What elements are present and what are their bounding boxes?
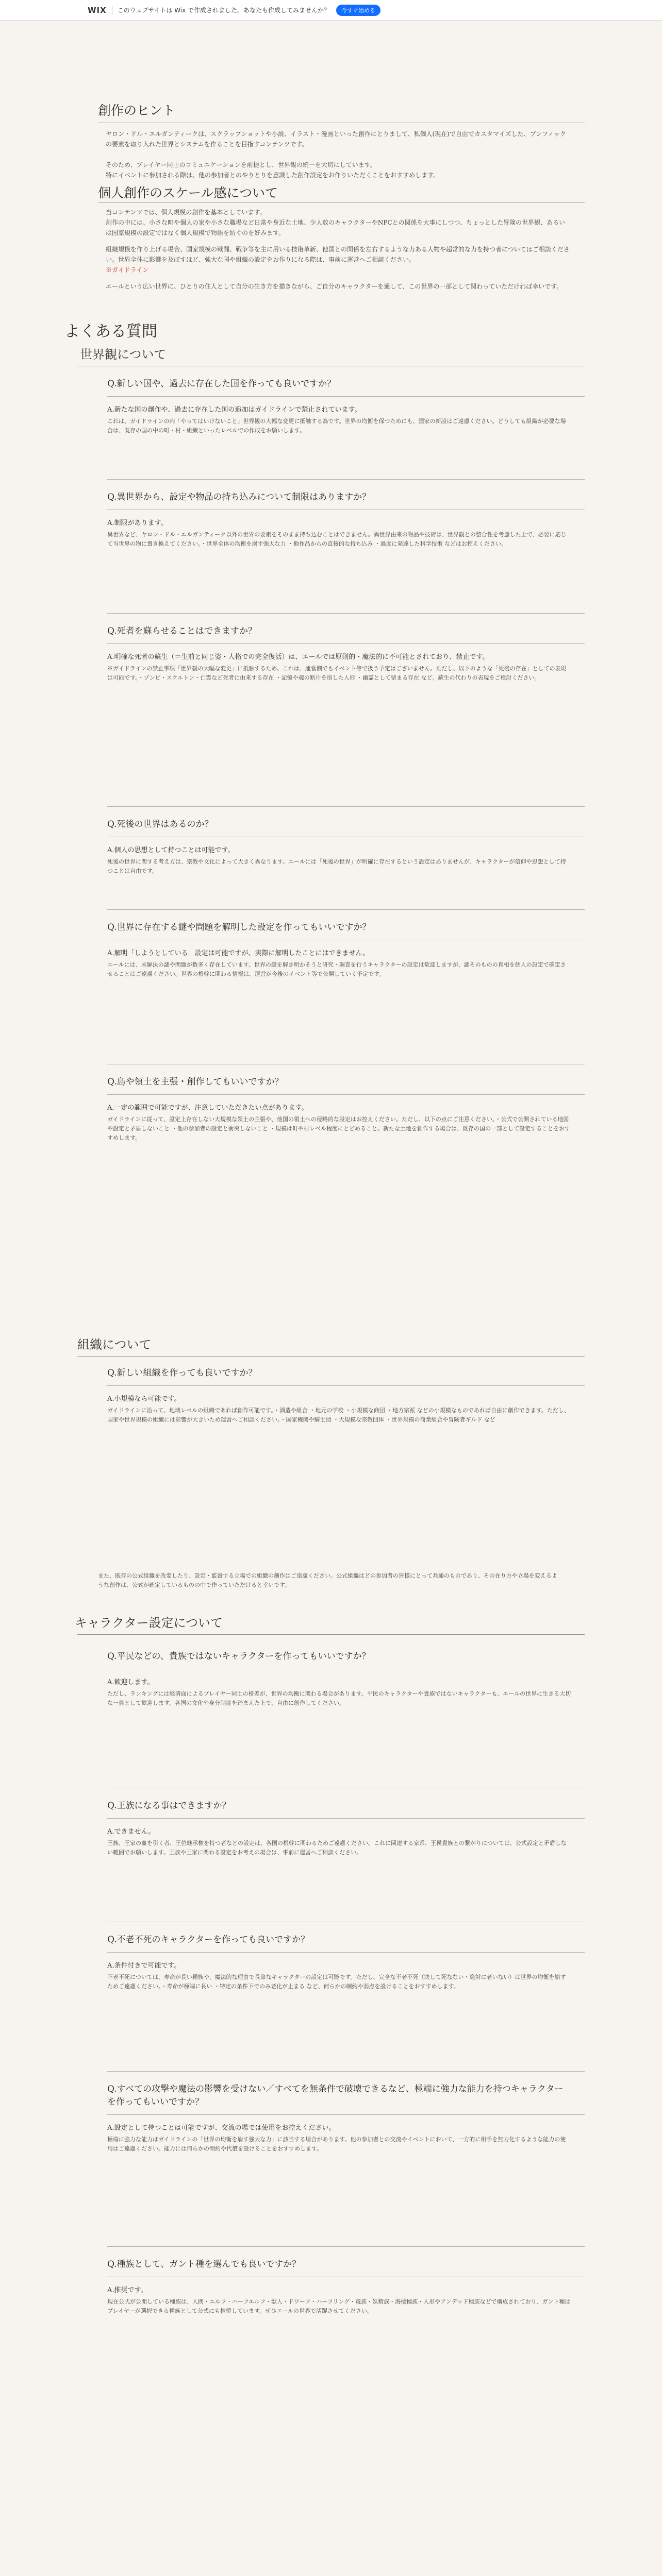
faq-item xyxy=(107,920,571,979)
faq-question: Q.死後の世界はあるのか？ xyxy=(107,819,213,829)
faq-question: Q.世界に存在する謎や問題を解明した設定を作ってもいいですか？ xyxy=(107,922,371,933)
faq-answer-body: 異世界など、ヤロン・ドル・エルガンティーク以外の世界の要素をそのまま持ち込むことはできません。異世界由来の物品や技術は、世界観との整合性を考慮した上で、必要に応じて当世界の物に置き換えてください。・世界全体の均衡を崩す強大な力 ・他作品からの直接的な持ち込み ・過度に発達した科学技術 などはお控えください。 xyxy=(107,531,567,547)
faq-question-divider xyxy=(107,1385,585,1386)
world-section-title: 世界観について xyxy=(80,347,167,362)
faq-answer-lead: A.できません。 xyxy=(107,1828,155,1836)
faq-answer-lead: A.新たな国の創作や、過去に存在した国の追加はガイドラインで禁止されています。 xyxy=(107,406,361,414)
faq-answer-lead: A.個人の思想として持つことは可能です。 xyxy=(107,846,235,854)
scale-paragraph-3: 組織規模を作り上げる場合、国家規模の戦闘、戦争等を主に用いる技術革新、他国との関係を左右するような力ある人物や超常的な力を持つ者についてはご相談ください。世界全体に影響を及ぼすほど、強大な国や組織の設定をお作りになる際は、事前に運営へご相談ください。 xyxy=(106,246,570,263)
faq-answer-lead: A.条件付きで可能です。 xyxy=(107,1962,181,1970)
hints-paragraph-2: そのため、プレイヤー同士のコミュニケーションを前提とし、世界観の統一を大切にしています。 xyxy=(106,161,376,168)
faq-answer-lead: A.制限があります。 xyxy=(107,519,168,527)
wix-banner xyxy=(0,0,662,21)
faq-separator xyxy=(107,2071,585,2072)
faq-item xyxy=(107,1074,571,1143)
faq-question: Q.すべての攻撃や魔法の影響を受けない／すべてを無条件で破壊できるなど、極端に強力な能力を持つキャラクターを作ってもいいですか？ xyxy=(107,2084,564,2107)
faq-separator xyxy=(107,909,585,910)
scale-paragraph-1: 当コンテンツでは、個人規模の創作を基本としています。 xyxy=(106,209,266,216)
hints-title: 創作のヒント xyxy=(98,103,176,118)
wix-logo: WIX xyxy=(88,5,107,15)
faq-item xyxy=(107,2081,571,2154)
faq-separator xyxy=(107,2246,585,2247)
faq-answer-lead: A.解明「しようとしている」設定は可能ですが、実際に解明したことにはできません。 xyxy=(107,950,370,957)
faq-answer-body: ただし、ランキングには経済面によるプレイヤー同士の格差が、世界の均衡に関わる場合があります。平民のキャラクターや貴族ではないキャラクターも、エールの世界に生きる大切な一員として歓迎します。各国の文化や身分制度を踏まえた上で、自由に創作してください。 xyxy=(107,1690,571,1706)
faq-answer-body: ※ガイドラインの禁止事項「世界観の大幅な変更」に抵触するため。これは、運営側でもイベント等で扱う予定はございません。ただし、以下のような「死後の存在」としての表現は可能です。・ゾンビ・スケルトン・亡霊など死者に由来する存在 ・記憶や魂の断片を宿した人形 ・幽霊として留まる存在 など。蘇生の代わりの表現をご検討ください。 xyxy=(107,665,567,681)
faq-item xyxy=(107,489,571,549)
guideline-link[interactable]: ※ガイドライン xyxy=(106,266,149,274)
faq-question: Q.島や領土を主張・創作してもいいですか？ xyxy=(107,1077,284,1087)
org-section-title: 組織について xyxy=(77,1337,152,1352)
faq-answer-lead: A.設定として持つことは可能ですが、交流の場では使用をお控えください。 xyxy=(107,2124,336,2132)
faq-separator xyxy=(107,479,585,480)
faq-answer-lead: A.一定の範囲で可能ですが、注意していただきたい点があります。 xyxy=(107,1104,308,1112)
faq-item xyxy=(107,623,571,683)
faq-answer-body: 極端に強力な能力はガイドラインの「世界の均衡を崩す強大な力」に該当する場合があります。他の参加者との交流やイベントにおいて、一方的に相手を無力化するような能力の使用はご遠慮ください。能力には何らかの制約や代償を設けることをおすすめします。 xyxy=(107,2136,566,2152)
faq-question-divider xyxy=(107,1952,585,1953)
faq-answer-body: これは、ガイドラインの内「やってはいけないこと」世界観の大幅な変更に抵触する為です。世界の均衡を保つためにも、国家の新設はご遠慮ください。どうしても組織が必要な場合は、既存の国の中の町・村・組織といったレベルでの作成をお願いします。 xyxy=(107,418,566,434)
faq-question-divider xyxy=(107,396,585,397)
hints-paragraph-1: ヤロン・ドル・エルガンティークは、スクラップショットや小説、イラスト・漫画といった創作にとりまして、私個人(現在)で自由でカスタマイズした、ブンフィックの要素を取り入れた世界とシステムを作ることを目指すコンテンツです。 xyxy=(106,130,567,148)
faq-question: Q.種族として、ガント種を選んでも良いですか？ xyxy=(107,2259,301,2269)
faq-question: Q.平民などの、貴族ではないキャラクターを作ってもいいですか？ xyxy=(107,1651,371,1662)
chara-section-divider xyxy=(77,1634,585,1635)
scale-title: 個人創作のスケール感について xyxy=(98,185,278,200)
faq-item xyxy=(107,1798,571,1857)
faq-question: Q.王族になる事はできますか？ xyxy=(107,1801,231,1811)
org-section-divider xyxy=(77,1356,585,1357)
faq-answer-body: 現在公式が公開している種族は、人間・エルフ・ハーフエルフ・獣人・ドワーフ・ハーフリング・竜族・妖精族・海棲種族・人形やアンデッド種族などで構成されており、ガント種はプレイヤーが選択できる種族として公式にも推奨しています。ぜひエールの世界で活躍させてください。 xyxy=(107,2298,571,2314)
faq-item xyxy=(107,817,571,876)
chara-section-title: キャラクター設定について xyxy=(75,1616,223,1630)
faq-question: Q.死者を蘇らせることはできますか？ xyxy=(107,626,257,636)
faq-item xyxy=(107,376,571,435)
faq-answer-body: 王族、王家の血を引く者、王位継承権を持つ者などの設定は、各国の根幹に関わるためご遠慮ください。これに関連する家系、王侯貴族との繋がりについては、公式設定と矛盾しない範囲でお願いします。王族や王家に関わる設定をお考えの場合は、事前に運営へご相談ください。 xyxy=(107,1840,567,1856)
faq-question: Q.新しい国や、過去に存在した国を作っても良いですか？ xyxy=(107,379,336,389)
scale-paragraph-2: 創作の中には、小さな町や個人の家や小さな職場など日常や身近な土地、少人数のキャラクターやNPCとの関係を大事にしつつ、ちょっとした冒険の世界観、あるいは国家規模の設定ではなく個人規模で物語を紡ぐのを好みます。 xyxy=(106,219,566,236)
faq-answer-body: 死後の世界に関する考え方は、宗教や文化によって大きく異なります。エールには「死後の世界」が明確に存在するという設定はありませんが、キャラクターが信仰や思想として持つことは自由です。 xyxy=(107,858,566,874)
hints-body xyxy=(106,129,570,180)
faq-question-divider xyxy=(107,1094,585,1095)
scale-paragraph-4: エールという広い世界に、ひとりの住人として自分の生き方を描きながら、ご自分のキャラクターを通して、この世界の一部として関わっていただければ幸いです。 xyxy=(106,283,563,290)
faq-answer-lead: A.推奨です。 xyxy=(107,2286,147,2294)
faq-separator xyxy=(107,806,585,807)
wix-notice-text: このウェブサイトは Wix で作成されました。あなたも作成してみませんか？ xyxy=(117,7,330,14)
scale-body xyxy=(106,207,570,292)
faq-answer-body: エールには、未解決の謎や問題が数多く存在しています。世界の謎を解き明かそうと研究・調査を行うキャラクターの設定は歓迎しますが、謎そのものの真相を個人の設定で確定させることはご遠慮ください。世界の根幹に関わる情報は、運営が今後のイベント等で公開していく予定です。 xyxy=(107,961,566,977)
faq-answer-lead: A.小規模なら可能です。 xyxy=(107,1395,181,1403)
faq-question: Q.不老不死のキャラクターを作っても良いですか？ xyxy=(107,1935,310,1945)
faq-question-divider xyxy=(107,643,585,644)
faq-title: よくある質問 xyxy=(64,323,157,341)
faq-separator xyxy=(107,613,585,614)
faq-item xyxy=(107,2257,571,2316)
faq-question-divider xyxy=(107,1818,585,1819)
wix-start-button[interactable]: 今すぐ始める xyxy=(336,5,380,16)
org-note-text: また、既存の公式組織を改変したり、設定・監督する立場での組織の創作はご遠慮ください。公式組織はどの参加者の皆様にとって共通のものであり、その在り方や立場を変えるような創作は、公式が確定しているものの中で作っていただけると幸いです。 xyxy=(98,1572,557,1588)
org-note xyxy=(98,1571,562,1590)
faq-answer-body: 不老不死については、寿命が長い種族や、魔法的な理由で長命なキャラクターの設定は可能です。ただし、完全な不老不死（決して死なない・絶対に老いない）は世界の均衡を崩すためご遠慮ください。・寿命が極端に長い ・特定の条件下でのみ老化が止まる など、何らかの制約や弱点を設けることをおすすめします。 xyxy=(107,1974,566,1990)
hints-paragraph-3: 特にイベントに参加される際は、他の参加者とのやりとりを意識した創作設定をお作りいただくことをおすすめします。 xyxy=(106,172,440,179)
faq-question: Q.異世界から、設定や物品の持ち込みについて制限はありますか？ xyxy=(107,492,371,502)
faq-answer-body: ガイドラインに沿って、地域レベルの組織であれば創作可能です。・酒造や組合 ・地元の学校 ・小規模な商団 ・地方宗派 などの小規模なものであれば自由に創作できます。ただし、国家や世界規模の組織には影響が大きいため運営へご相談ください。・国家機関や騎士団 ・大規模な宗教団体 ・世界規模の商業組合や冒険者ギルド など xyxy=(107,1407,570,1423)
faq-item xyxy=(107,1365,571,1425)
faq-item xyxy=(107,1932,571,1991)
faq-question: Q.新しい組織を作っても良いですか？ xyxy=(107,1368,257,1378)
faq-answer-body: ガイドラインに従って、設定上存在しない大規模な領土の主張や、他国の領土への侵略的な設定はお控えください。ただし、以下の点にご注意ください。・公式で公開されている地図や設定と矛盾しないこと ・他の参加者の設定と衝突しないこと ・規模は町や村レベル程度にとどめること。新たな土地を創作する場合は、既存の国の一部として設定することをおすすめします。 xyxy=(107,1116,570,1141)
faq-answer-lead: A.明確な死者の蘇生（＝生前と同じ姿・人格での完全復活）は、エールでは原則的・魔法的に不可能とされており、禁止です。 xyxy=(107,653,489,661)
faq-item xyxy=(107,1649,571,1708)
faq-answer-lead: A.歓迎します。 xyxy=(107,1679,154,1686)
faq-question-divider xyxy=(107,2114,585,2115)
